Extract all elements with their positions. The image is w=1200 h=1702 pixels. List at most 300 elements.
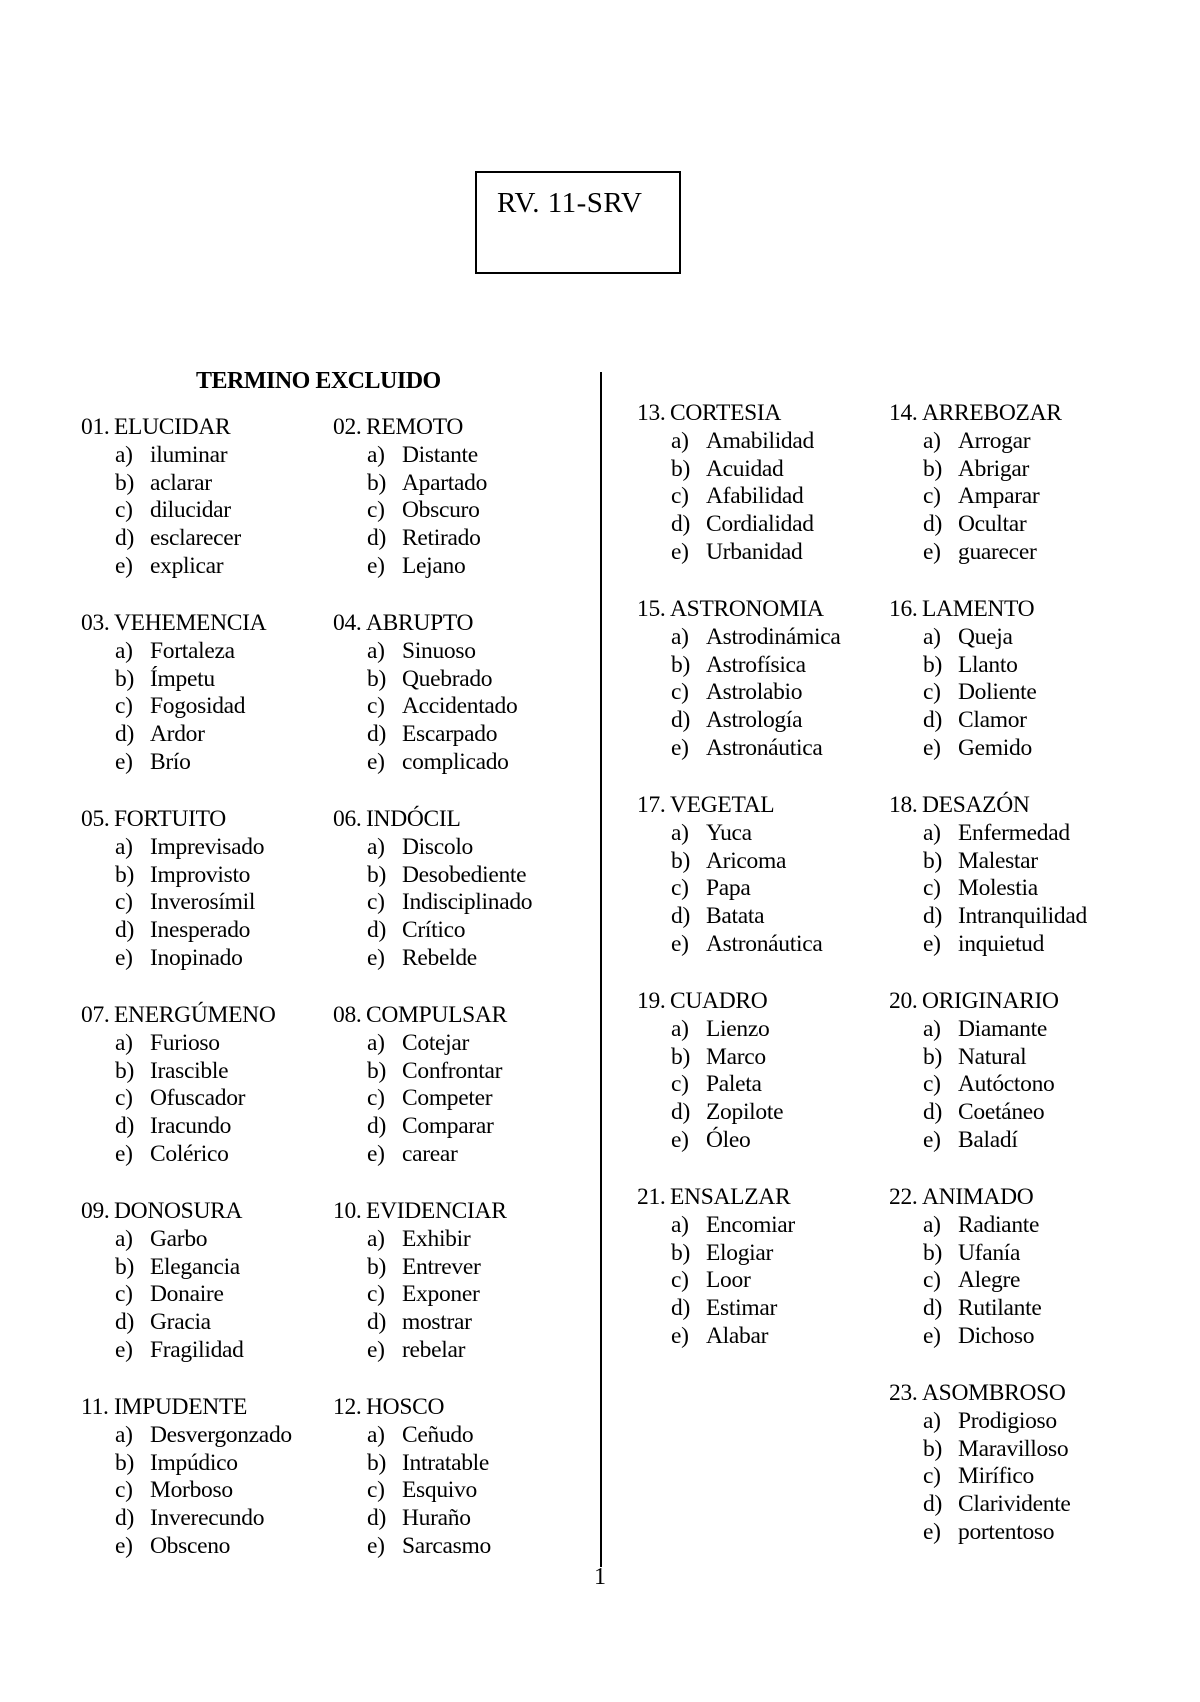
option-text: Loor xyxy=(706,1267,751,1294)
option-letter: a) xyxy=(367,1225,385,1252)
option-letter: a) xyxy=(115,637,133,664)
option-item xyxy=(81,721,266,749)
option-text: Clarividente xyxy=(958,1491,1071,1518)
option-item xyxy=(637,1267,795,1295)
option-letter: a) xyxy=(671,1015,689,1042)
question-2 xyxy=(333,414,487,581)
option-item xyxy=(637,428,814,456)
option-text: Autóctono xyxy=(958,1071,1055,1098)
option-letter: d) xyxy=(367,917,386,944)
option-letter: b) xyxy=(671,1043,690,1070)
question-word: INDÓCIL xyxy=(366,806,461,832)
question-word: ENERGÚMENO xyxy=(114,1002,276,1028)
option-text: Inesperado xyxy=(150,917,251,944)
option-letter: d) xyxy=(367,721,386,748)
option-item xyxy=(637,931,822,959)
option-letter: e) xyxy=(367,1140,385,1167)
option-letter: d) xyxy=(115,1505,134,1532)
question-number: 09. xyxy=(81,1198,110,1224)
option-item xyxy=(637,511,814,539)
option-letter: b) xyxy=(671,455,690,482)
question-title xyxy=(333,610,517,638)
question-20 xyxy=(889,988,1059,1155)
option-letter: e) xyxy=(115,1336,133,1363)
question-word: ASTRONOMIA xyxy=(670,596,824,622)
option-item xyxy=(889,875,1087,903)
option-letter: e) xyxy=(115,748,133,775)
option-letter: d) xyxy=(367,525,386,552)
page-number: 1 xyxy=(594,1564,606,1590)
option-letter: d) xyxy=(923,511,942,538)
option-text: Comparar xyxy=(402,1113,494,1140)
option-text: Cotejar xyxy=(402,1029,470,1056)
option-text: Amparar xyxy=(958,483,1040,510)
option-item xyxy=(637,652,840,680)
option-text: Dichoso xyxy=(958,1322,1035,1349)
option-letter: a) xyxy=(923,1015,941,1042)
option-item xyxy=(333,1085,507,1113)
question-word: FORTUITO xyxy=(114,806,226,832)
option-item xyxy=(333,749,517,777)
option-item xyxy=(889,624,1037,652)
option-text: carear xyxy=(402,1140,458,1167)
option-text: Exponer xyxy=(402,1281,480,1308)
option-text: Urbanidad xyxy=(706,538,803,565)
option-letter: b) xyxy=(923,1239,942,1266)
question-number: 14. xyxy=(889,400,918,426)
option-item xyxy=(889,1295,1041,1323)
option-text: Encomiar xyxy=(706,1211,795,1238)
option-item xyxy=(81,1505,292,1533)
question-number: 05. xyxy=(81,806,110,832)
document-code: RV. 11-SRV xyxy=(497,187,643,219)
question-word: REMOTO xyxy=(366,414,463,440)
option-letter: b) xyxy=(367,1449,386,1476)
option-letter: a) xyxy=(923,1211,941,1238)
option-letter: c) xyxy=(367,1477,385,1504)
option-letter: e) xyxy=(923,538,941,565)
option-item xyxy=(81,1533,292,1561)
question-23 xyxy=(889,1380,1071,1547)
option-item xyxy=(637,539,814,567)
option-text: dilucidar xyxy=(150,497,231,524)
question-number: 01. xyxy=(81,414,110,440)
question-title xyxy=(81,1198,244,1226)
question-number: 02. xyxy=(333,414,362,440)
option-item xyxy=(637,1071,783,1099)
option-text: Exhibir xyxy=(402,1225,471,1252)
option-item xyxy=(333,1030,507,1058)
option-letter: b) xyxy=(367,1253,386,1280)
option-text: Astronáutica xyxy=(706,930,823,957)
option-text: Esquivo xyxy=(402,1477,477,1504)
option-letter: c) xyxy=(115,889,133,916)
question-number: 20. xyxy=(889,988,918,1014)
option-item xyxy=(333,693,517,721)
option-letter: e) xyxy=(671,1322,689,1349)
question-number: 08. xyxy=(333,1002,362,1028)
option-item xyxy=(81,1141,276,1169)
question-number: 18. xyxy=(889,792,918,818)
option-letter: a) xyxy=(367,441,385,468)
option-letter: c) xyxy=(115,497,133,524)
option-item xyxy=(637,903,822,931)
option-letter: b) xyxy=(115,1057,134,1084)
option-letter: d) xyxy=(367,1505,386,1532)
option-letter: b) xyxy=(923,1043,942,1070)
option-text: Ímpetu xyxy=(150,665,215,692)
option-text: inquietud xyxy=(958,930,1045,957)
option-text: Radiante xyxy=(958,1211,1040,1238)
option-item xyxy=(637,1127,783,1155)
option-text: Colérico xyxy=(150,1140,229,1167)
option-text: Morboso xyxy=(150,1477,233,1504)
option-text: Baladí xyxy=(958,1126,1018,1153)
option-text: Ocultar xyxy=(958,511,1027,538)
question-word: ASOMBROSO xyxy=(922,1380,1066,1406)
option-text: Gemido xyxy=(958,734,1032,761)
question-title xyxy=(333,1002,507,1030)
option-text: Doliente xyxy=(958,679,1037,706)
option-item xyxy=(889,1491,1071,1519)
option-letter: c) xyxy=(671,1267,689,1294)
question-title xyxy=(81,414,241,442)
option-item xyxy=(81,1309,244,1337)
question-13 xyxy=(637,400,814,567)
option-letter: e) xyxy=(367,944,385,971)
question-number: 23. xyxy=(889,1380,918,1406)
option-text: Ardor xyxy=(150,721,205,748)
option-item xyxy=(81,945,264,973)
question-22 xyxy=(889,1184,1041,1351)
option-letter: c) xyxy=(367,497,385,524)
option-text: Diamante xyxy=(958,1015,1047,1042)
option-letter: c) xyxy=(923,483,941,510)
option-text: Retirado xyxy=(402,525,481,552)
question-16 xyxy=(889,596,1037,763)
option-item xyxy=(637,875,822,903)
option-item xyxy=(889,1267,1041,1295)
option-text: Amabilidad xyxy=(706,427,814,454)
option-item xyxy=(81,1450,292,1478)
option-letter: b) xyxy=(671,651,690,678)
option-text: esclarecer xyxy=(150,525,241,552)
question-title xyxy=(889,1184,1041,1212)
option-letter: d) xyxy=(367,1113,386,1140)
option-text: Clamor xyxy=(958,707,1027,734)
option-letter: d) xyxy=(923,1099,942,1126)
option-letter: a) xyxy=(923,819,941,846)
option-item xyxy=(333,1533,491,1561)
option-letter: d) xyxy=(671,1295,690,1322)
option-text: Iracundo xyxy=(150,1113,232,1140)
option-letter: b) xyxy=(367,861,386,888)
option-item xyxy=(333,442,487,470)
option-text: Fogosidad xyxy=(150,693,246,720)
option-item xyxy=(333,1337,507,1365)
option-text: Inverosímil xyxy=(150,889,256,916)
option-letter: b) xyxy=(367,469,386,496)
option-item xyxy=(637,1295,795,1323)
option-letter: b) xyxy=(671,847,690,874)
option-item xyxy=(81,917,264,945)
option-text: Desobediente xyxy=(402,861,527,888)
option-text: guarecer xyxy=(958,538,1037,565)
option-item xyxy=(81,1281,244,1309)
option-item xyxy=(889,1323,1041,1351)
option-item xyxy=(333,862,532,890)
question-number: 21. xyxy=(637,1184,666,1210)
option-item xyxy=(333,1450,491,1478)
option-text: Malestar xyxy=(958,847,1038,874)
option-item xyxy=(637,1323,795,1351)
question-title xyxy=(889,988,1059,1016)
option-text: Coetáneo xyxy=(958,1099,1045,1126)
question-11 xyxy=(81,1394,292,1561)
question-10 xyxy=(333,1198,507,1365)
question-word: LAMENTO xyxy=(922,596,1035,622)
option-text: Intratable xyxy=(402,1449,490,1476)
option-text: Queja xyxy=(958,623,1013,650)
question-title xyxy=(333,1198,507,1226)
option-item xyxy=(333,721,517,749)
option-letter: a) xyxy=(923,1407,941,1434)
option-text: Enfermedad xyxy=(958,819,1070,846)
option-letter: b) xyxy=(115,469,134,496)
question-number: 06. xyxy=(333,806,362,832)
question-21 xyxy=(637,1184,795,1351)
option-text: Astrofísica xyxy=(706,651,806,678)
option-text: mostrar xyxy=(402,1309,472,1336)
option-item xyxy=(333,1113,507,1141)
option-text: Crítico xyxy=(402,917,466,944)
option-letter: a) xyxy=(115,441,133,468)
option-item xyxy=(637,735,840,763)
option-text: Batata xyxy=(706,903,765,930)
option-item xyxy=(889,1240,1041,1268)
option-text: Obscuro xyxy=(402,497,480,524)
question-word: VEHEMENCIA xyxy=(114,610,267,636)
option-letter: d) xyxy=(115,721,134,748)
option-item xyxy=(889,1519,1071,1547)
option-letter: a) xyxy=(115,1029,133,1056)
question-title xyxy=(81,610,266,638)
option-text: Óleo xyxy=(706,1126,751,1153)
option-text: Ceñudo xyxy=(402,1421,474,1448)
option-item xyxy=(333,638,517,666)
option-item xyxy=(333,1422,491,1450)
option-item xyxy=(637,1099,783,1127)
option-letter: d) xyxy=(923,707,942,734)
question-number: 16. xyxy=(889,596,918,622)
option-text: Paleta xyxy=(706,1071,762,1098)
question-number: 17. xyxy=(637,792,666,818)
question-word: ABRUPTO xyxy=(366,610,474,636)
option-letter: a) xyxy=(923,623,941,650)
option-text: iluminar xyxy=(150,441,228,468)
option-letter: b) xyxy=(923,847,942,874)
option-letter: d) xyxy=(367,1309,386,1336)
option-text: Cordialidad xyxy=(706,511,814,538)
question-title xyxy=(333,1394,491,1422)
option-text: complicado xyxy=(402,748,509,775)
option-item xyxy=(889,511,1062,539)
option-item xyxy=(889,1044,1059,1072)
option-item xyxy=(81,1477,292,1505)
option-text: Acuidad xyxy=(706,455,784,482)
option-text: Imprevisado xyxy=(150,833,265,860)
option-letter: c) xyxy=(671,679,689,706)
option-item xyxy=(81,525,241,553)
option-letter: d) xyxy=(923,1295,942,1322)
question-word: IMPUDENTE xyxy=(114,1394,248,1420)
question-title xyxy=(637,792,822,820)
option-letter: a) xyxy=(115,833,133,860)
option-letter: e) xyxy=(671,1126,689,1153)
option-letter: e) xyxy=(367,1336,385,1363)
option-text: Escarpado xyxy=(402,721,498,748)
question-number: 12. xyxy=(333,1394,362,1420)
question-number: 19. xyxy=(637,988,666,1014)
question-word: DONOSURA xyxy=(114,1198,243,1224)
option-letter: b) xyxy=(923,651,942,678)
option-letter: c) xyxy=(923,1463,941,1490)
section-title: TERMINO EXCLUIDO xyxy=(196,368,441,394)
option-text: Ufanía xyxy=(958,1239,1021,1266)
option-letter: a) xyxy=(115,1421,133,1448)
option-text: Aricoma xyxy=(706,847,787,874)
option-text: Estimar xyxy=(706,1295,777,1322)
question-number: 10. xyxy=(333,1198,362,1224)
option-letter: c) xyxy=(923,875,941,902)
question-word: ORIGINARIO xyxy=(922,988,1059,1014)
question-14 xyxy=(889,400,1062,567)
option-item xyxy=(637,1016,783,1044)
option-item xyxy=(81,1422,292,1450)
option-letter: e) xyxy=(115,944,133,971)
option-letter: b) xyxy=(923,1435,942,1462)
question-word: COMPULSAR xyxy=(366,1002,507,1028)
option-letter: c) xyxy=(367,889,385,916)
question-title xyxy=(889,1380,1071,1408)
question-word: VEGETAL xyxy=(670,792,775,818)
question-5 xyxy=(81,806,264,973)
option-text: Prodigioso xyxy=(958,1407,1057,1434)
option-item xyxy=(637,1240,795,1268)
option-letter: e) xyxy=(923,1322,941,1349)
option-item xyxy=(637,679,840,707)
option-text: Sarcasmo xyxy=(402,1532,491,1559)
option-item xyxy=(889,456,1062,484)
option-letter: c) xyxy=(115,1281,133,1308)
question-title xyxy=(637,596,840,624)
option-item xyxy=(889,483,1062,511)
option-letter: d) xyxy=(115,917,134,944)
option-text: Inopinado xyxy=(150,944,243,971)
option-item xyxy=(637,456,814,484)
option-item xyxy=(889,1212,1041,1240)
question-title xyxy=(333,414,487,442)
question-15 xyxy=(637,596,840,763)
option-text: Rebelde xyxy=(402,944,477,971)
option-letter: a) xyxy=(923,427,941,454)
option-letter: c) xyxy=(923,679,941,706)
question-7 xyxy=(81,1002,276,1169)
option-text: Llanto xyxy=(958,651,1018,678)
option-letter: c) xyxy=(923,1267,941,1294)
option-item xyxy=(81,1030,276,1058)
question-number: 13. xyxy=(637,400,666,426)
option-letter: b) xyxy=(671,1239,690,1266)
option-text: Discolo xyxy=(402,833,474,860)
option-letter: e) xyxy=(115,1532,133,1559)
option-letter: e) xyxy=(115,552,133,579)
option-text: Competer xyxy=(402,1085,493,1112)
option-item xyxy=(333,666,517,694)
option-letter: a) xyxy=(671,427,689,454)
option-text: Accidentado xyxy=(402,693,518,720)
option-item xyxy=(81,470,241,498)
option-text: Alegre xyxy=(958,1267,1021,1294)
option-text: Astronáutica xyxy=(706,734,823,761)
option-text: Astrolabio xyxy=(706,679,803,706)
option-letter: e) xyxy=(671,734,689,761)
question-3 xyxy=(81,610,266,777)
option-text: Donaire xyxy=(150,1281,224,1308)
option-item xyxy=(889,539,1062,567)
option-text: Entrever xyxy=(402,1253,481,1280)
option-letter: c) xyxy=(671,875,689,902)
question-number: 22. xyxy=(889,1184,918,1210)
option-text: Molestia xyxy=(958,875,1038,902)
question-18 xyxy=(889,792,1087,959)
question-title xyxy=(889,596,1037,624)
question-6 xyxy=(333,806,532,973)
option-text: Irascible xyxy=(150,1057,229,1084)
option-letter: a) xyxy=(367,637,385,664)
option-item xyxy=(889,1463,1071,1491)
question-number: 11. xyxy=(81,1394,109,1420)
option-item xyxy=(889,820,1087,848)
question-title xyxy=(889,792,1087,820)
option-text: Zopilote xyxy=(706,1099,784,1126)
option-text: Arrogar xyxy=(958,427,1031,454)
option-letter: e) xyxy=(923,734,941,761)
option-letter: e) xyxy=(367,748,385,775)
option-text: Impúdico xyxy=(150,1449,238,1476)
option-text: Confrontar xyxy=(402,1057,503,1084)
option-text: Afabilidad xyxy=(706,483,804,510)
option-text: Alabar xyxy=(706,1322,769,1349)
option-letter: a) xyxy=(367,1029,385,1056)
question-word: DESAZÓN xyxy=(922,792,1030,818)
option-item xyxy=(81,638,266,666)
option-text: Astrodinámica xyxy=(706,623,841,650)
option-item xyxy=(889,903,1087,931)
option-item xyxy=(889,848,1087,876)
option-letter: b) xyxy=(367,1057,386,1084)
option-item xyxy=(81,1254,244,1282)
option-text: Elogiar xyxy=(706,1239,774,1266)
question-word: CORTESIA xyxy=(670,400,782,426)
option-text: Quebrado xyxy=(402,665,493,692)
option-letter: e) xyxy=(671,930,689,957)
option-text: Astrología xyxy=(706,707,803,734)
option-item xyxy=(81,1058,276,1086)
question-title xyxy=(81,1394,292,1422)
option-item xyxy=(889,428,1062,456)
question-17 xyxy=(637,792,822,959)
